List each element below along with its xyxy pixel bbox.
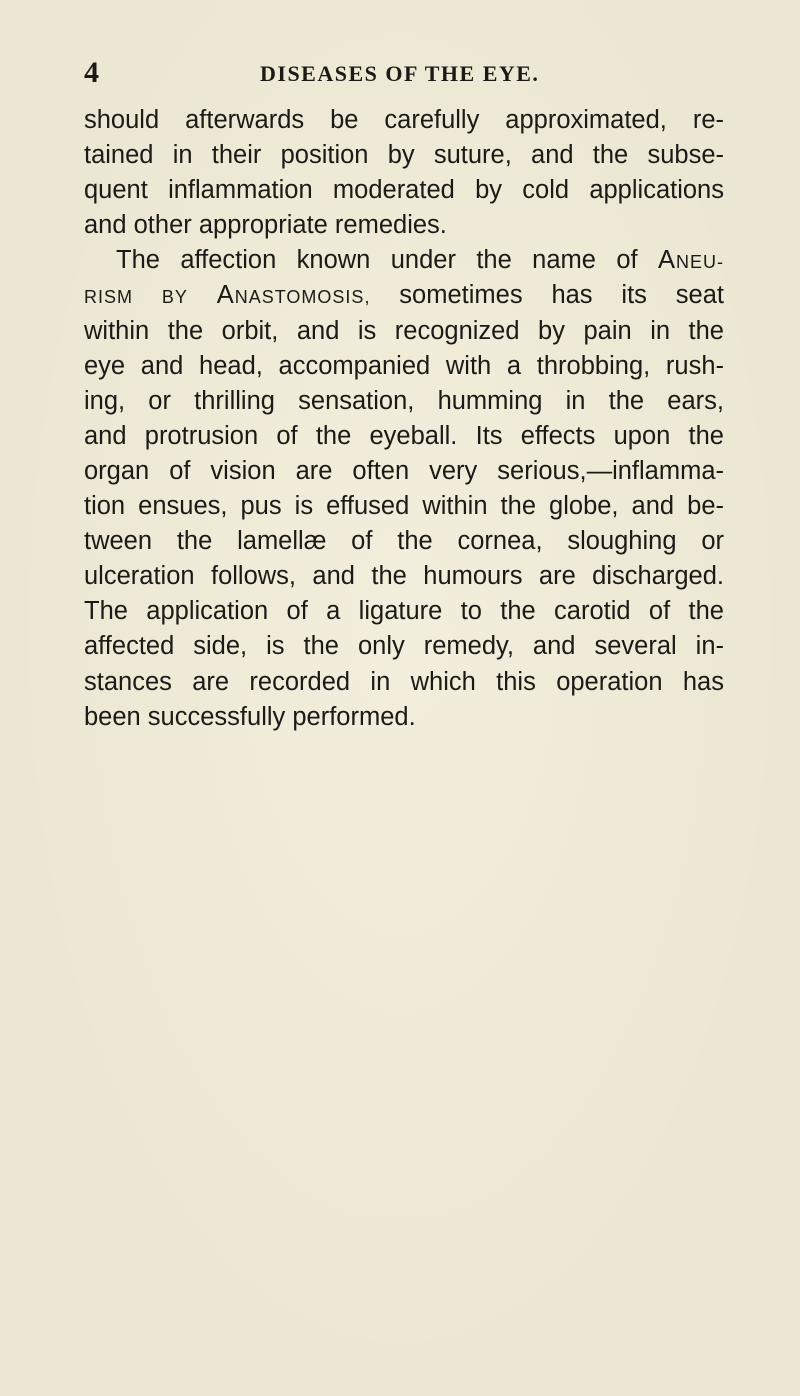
- text-line: [84, 278, 724, 313]
- text-line: The application of a ligature to the carotid of the: [84, 597, 724, 626]
- smallcaps-text: NEU-: [676, 252, 724, 273]
- smallcaps-initial: A: [657, 246, 676, 275]
- smallcaps-text: NASTOMOSIS,: [234, 287, 371, 308]
- text-line: ulceration follows, and the humours are discharged.: [84, 562, 724, 591]
- text-line: within the orbit, and is recognized by pain in the: [84, 316, 724, 345]
- text-line: and other appropriate remedies.: [84, 211, 447, 240]
- smallcaps-initial: A: [216, 281, 235, 310]
- text-fragment: sometimes has its seat: [370, 281, 724, 310]
- text-fragment: The affection known under the name of: [116, 246, 658, 275]
- text-line: tained in their position by suture, and the subse-: [84, 141, 724, 170]
- smallcaps-text: RISM: [84, 287, 133, 308]
- page-number: 4: [84, 56, 99, 89]
- text-line: [84, 243, 724, 278]
- text-line: tion ensues, pus is effused within the globe, and be-: [84, 492, 724, 521]
- text-line: been successfully performed.: [84, 702, 416, 731]
- page-header: [84, 58, 724, 98]
- text-line: affected side, is the only remedy, and several in-: [84, 632, 724, 661]
- text-line: eye and head, accompanied with a throbbing, rush-: [84, 351, 724, 380]
- text-line: tween the lamellæ of the cornea, sloughing or: [84, 527, 724, 556]
- text-line: organ of vision are often very serious,—inflamma-: [84, 456, 724, 485]
- text-line: quent inflammation moderated by cold applications: [84, 176, 724, 205]
- body-text: [84, 103, 724, 735]
- smallcaps-text: BY: [161, 287, 188, 308]
- running-title: DISEASES OF THE EYE.: [260, 61, 540, 86]
- text-line: ing, or thrilling sensation, humming in the ears,: [84, 386, 724, 415]
- text-line: should afterwards be carefully approximated, re-: [84, 106, 724, 134]
- text-line: stances are recorded in which this operation has: [84, 667, 724, 696]
- text-line: and protrusion of the eyeball. Its effects upon the: [84, 421, 724, 450]
